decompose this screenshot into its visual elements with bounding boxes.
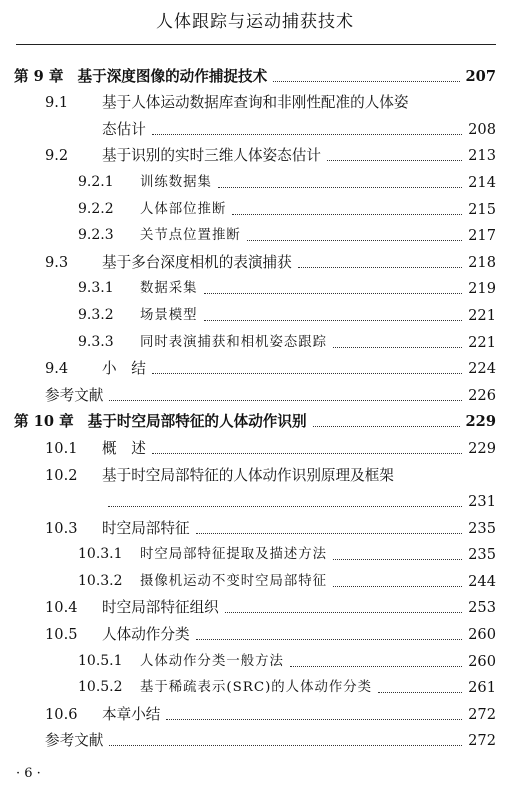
dot-leader bbox=[290, 666, 462, 667]
toc-entry-page: 213 bbox=[468, 147, 496, 165]
header-rule bbox=[16, 44, 496, 45]
toc-entry-title: 小 结 bbox=[102, 360, 146, 378]
toc-entry-sec bbox=[0, 698, 510, 725]
dot-leader bbox=[109, 400, 462, 401]
toc-entry-title: 本章小结 bbox=[102, 705, 161, 723]
toc-entry-title: 人体部位推断 bbox=[140, 201, 227, 217]
page-number: · 6 · bbox=[16, 766, 41, 781]
toc-entry-number: 9.1 bbox=[45, 94, 69, 112]
toc-entry-title: 基于时空局部特征的人体动作识别 bbox=[87, 413, 307, 431]
dot-leader bbox=[247, 240, 462, 241]
dot-leader bbox=[218, 187, 462, 188]
toc-entry-sec bbox=[0, 140, 510, 167]
toc-entry-label bbox=[78, 305, 198, 326]
toc-entry-title: 基于多台深度相机的表演捕获 bbox=[102, 253, 292, 271]
dot-leader bbox=[333, 559, 462, 560]
toc-entry-number: 9.3.2 bbox=[78, 306, 114, 323]
toc-entry-number: 9.3.1 bbox=[78, 280, 114, 297]
toc-entry-number: 9.2.3 bbox=[78, 227, 114, 244]
toc-entry-page: 217 bbox=[468, 227, 496, 245]
toc-entry-number: 9.2.2 bbox=[78, 200, 114, 217]
toc-entry-sub bbox=[0, 220, 510, 247]
toc-entry-page: 221 bbox=[468, 333, 496, 351]
toc-entry-page: 229 bbox=[468, 439, 496, 457]
toc-entry-number: 第 10 章 bbox=[14, 413, 74, 431]
dot-leader bbox=[225, 612, 462, 613]
toc-entry-title: 基于深度图像的动作捕捉技术 bbox=[77, 67, 268, 85]
toc-entry-title: 时空局部特征组织 bbox=[102, 599, 219, 617]
toc-entry-sub bbox=[0, 539, 510, 566]
toc-entry-label bbox=[45, 598, 219, 618]
toc-entry-title: 关节点位置推断 bbox=[140, 228, 241, 244]
toc-entry-label bbox=[45, 253, 292, 273]
dot-leader bbox=[109, 745, 462, 746]
toc-entry-page: 231 bbox=[468, 493, 496, 511]
toc-entry-cont bbox=[0, 486, 510, 513]
toc-entry-title: 人体动作分类一般方法 bbox=[140, 653, 284, 669]
dot-leader bbox=[196, 533, 463, 534]
toc-entry-page: 224 bbox=[468, 360, 496, 378]
toc-entry-sec bbox=[0, 512, 510, 539]
toc-entry-sub bbox=[0, 672, 510, 699]
toc-entry-label bbox=[78, 172, 212, 193]
toc-entry-sec bbox=[0, 432, 510, 459]
toc-entry-page: 208 bbox=[468, 120, 496, 138]
dot-leader bbox=[333, 347, 462, 348]
toc-entry-number: 10.6 bbox=[45, 705, 78, 723]
toc-entry-sec bbox=[0, 459, 510, 486]
dot-leader bbox=[378, 692, 462, 693]
toc-entry-title: 同时表演捕获和相机姿态跟踪 bbox=[140, 334, 328, 350]
dot-leader bbox=[152, 134, 462, 135]
toc-entry-page: 261 bbox=[468, 679, 496, 697]
toc-entry-chap bbox=[0, 406, 510, 433]
toc-entry-number: 10.5.1 bbox=[78, 652, 123, 669]
toc-entry-label bbox=[78, 332, 327, 353]
toc-entry-number: 10.3.1 bbox=[78, 546, 123, 563]
toc-entry-number: 10.3 bbox=[45, 519, 78, 537]
toc-entry-title: 时空局部特征 bbox=[102, 519, 190, 537]
toc-entry-label bbox=[14, 412, 307, 432]
toc-entry-title: 基于人体运动数据库查询和非刚性配准的人体姿 bbox=[102, 94, 409, 112]
toc-entry-page: 235 bbox=[468, 519, 496, 537]
toc-entry-title: 参考文献 bbox=[45, 732, 104, 750]
toc-entry-page: 244 bbox=[468, 572, 496, 590]
toc-entry-title: 人体动作分类 bbox=[102, 626, 190, 644]
toc-entry-page: 260 bbox=[468, 626, 496, 644]
toc-entry-page: 272 bbox=[468, 705, 496, 723]
dot-leader bbox=[204, 293, 463, 294]
toc-entry-label bbox=[45, 93, 408, 113]
toc-entry-number: 10.5.2 bbox=[78, 679, 123, 696]
toc-entry-number: 9.2 bbox=[45, 147, 69, 165]
toc-entry-number: 9.4 bbox=[45, 360, 69, 378]
toc-entry-number: 10.1 bbox=[45, 439, 78, 457]
toc-entry-page: 235 bbox=[468, 546, 496, 564]
toc-entry-title: 基于稀疏表示(SRC)的人体动作分类 bbox=[140, 680, 373, 696]
toc-entry-number: 9.3.3 bbox=[78, 333, 114, 350]
dot-leader bbox=[333, 586, 462, 587]
toc-entry-title: 基于时空局部特征的人体动作识别原理及框架 bbox=[102, 466, 394, 484]
toc-entry-number: 第 9 章 bbox=[14, 67, 64, 85]
toc-entry-sub bbox=[0, 193, 510, 220]
toc-entry-sec bbox=[0, 353, 510, 380]
dot-leader bbox=[196, 639, 463, 640]
toc-entry-label bbox=[78, 571, 327, 592]
toc-entry-page: 272 bbox=[468, 732, 496, 750]
toc-entry-number: 10.4 bbox=[45, 599, 78, 617]
toc-entry-page: 226 bbox=[468, 386, 496, 404]
toc-entry-title: 摄像机运动不变时空局部特征 bbox=[140, 573, 328, 589]
toc-entry-page: 218 bbox=[468, 253, 496, 271]
dot-leader bbox=[327, 160, 462, 161]
running-header: 人体跟踪与运动捕获技术 bbox=[156, 12, 354, 32]
toc-entry-label bbox=[45, 625, 190, 645]
toc-entry-number: 10.3.2 bbox=[78, 572, 123, 589]
toc-entry-page: 207 bbox=[465, 67, 496, 85]
toc-entry-label bbox=[45, 146, 321, 166]
toc-entry-page: 215 bbox=[468, 200, 496, 218]
dot-leader bbox=[232, 214, 462, 215]
toc-entry-label bbox=[45, 731, 103, 751]
toc-entry-ref bbox=[0, 379, 510, 406]
toc-entry-sec bbox=[0, 246, 510, 273]
toc-entry-number: 10.2 bbox=[45, 466, 78, 484]
toc-entry-number: 10.5 bbox=[45, 626, 78, 644]
toc-entry-label bbox=[45, 466, 394, 486]
toc-entry-title: 概 述 bbox=[102, 439, 146, 457]
toc-entry-label bbox=[45, 519, 190, 539]
dot-leader bbox=[152, 373, 462, 374]
toc-entry-page: 253 bbox=[468, 599, 496, 617]
toc-entry-title: 训练数据集 bbox=[140, 174, 212, 190]
toc-entry-label bbox=[78, 651, 284, 672]
toc-entry-sub bbox=[0, 326, 510, 353]
toc-entry-page: 221 bbox=[468, 306, 496, 324]
toc-entry-number: 9.2.1 bbox=[78, 173, 114, 190]
toc-entry-label bbox=[45, 705, 160, 725]
toc-entry-label bbox=[45, 386, 103, 406]
dot-leader bbox=[204, 320, 463, 321]
toc-entry-sub bbox=[0, 565, 510, 592]
toc-entry-sub bbox=[0, 273, 510, 300]
dot-leader bbox=[166, 719, 462, 720]
toc-entry-sub bbox=[0, 299, 510, 326]
toc-entry-page: 219 bbox=[468, 280, 496, 298]
toc-entry-title: 参考文献 bbox=[45, 386, 104, 404]
toc-entry-label bbox=[78, 544, 327, 565]
dot-leader bbox=[108, 506, 462, 507]
toc-entry-number: 9.3 bbox=[45, 253, 69, 271]
toc-entry-sub bbox=[0, 166, 510, 193]
toc-entry-title: 基于识别的实时三维人体姿态估计 bbox=[102, 147, 321, 165]
toc-entry-label bbox=[78, 278, 198, 299]
toc-entry-title: 数据采集 bbox=[140, 281, 198, 297]
toc-entry-label bbox=[45, 359, 146, 379]
toc-entry-page: 260 bbox=[468, 652, 496, 670]
toc-entry-label bbox=[78, 199, 226, 220]
toc-entry-sec bbox=[0, 592, 510, 619]
dot-leader bbox=[313, 426, 460, 427]
toc-entry-label bbox=[45, 439, 146, 459]
toc-entry-page: 214 bbox=[468, 173, 496, 191]
dot-leader bbox=[273, 81, 459, 82]
table-of-contents bbox=[0, 60, 510, 751]
dot-leader bbox=[152, 453, 462, 454]
toc-entry-sec bbox=[0, 87, 510, 114]
toc-entry-title: 态估计 bbox=[102, 120, 146, 138]
toc-entry-sub bbox=[0, 645, 510, 672]
toc-entry-label bbox=[102, 120, 146, 140]
toc-entry-cont bbox=[0, 113, 510, 140]
toc-entry-ref bbox=[0, 725, 510, 752]
dot-leader bbox=[298, 267, 462, 268]
toc-entry-label bbox=[78, 225, 241, 246]
toc-entry-page: 229 bbox=[465, 413, 496, 431]
toc-entry-title: 场景模型 bbox=[140, 307, 198, 323]
toc-entry-sec bbox=[0, 618, 510, 645]
toc-entry-label bbox=[14, 67, 267, 87]
toc-entry-title: 时空局部特征提取及描述方法 bbox=[140, 547, 328, 563]
toc-entry-label bbox=[78, 677, 372, 698]
toc-entry-chap bbox=[0, 60, 510, 87]
